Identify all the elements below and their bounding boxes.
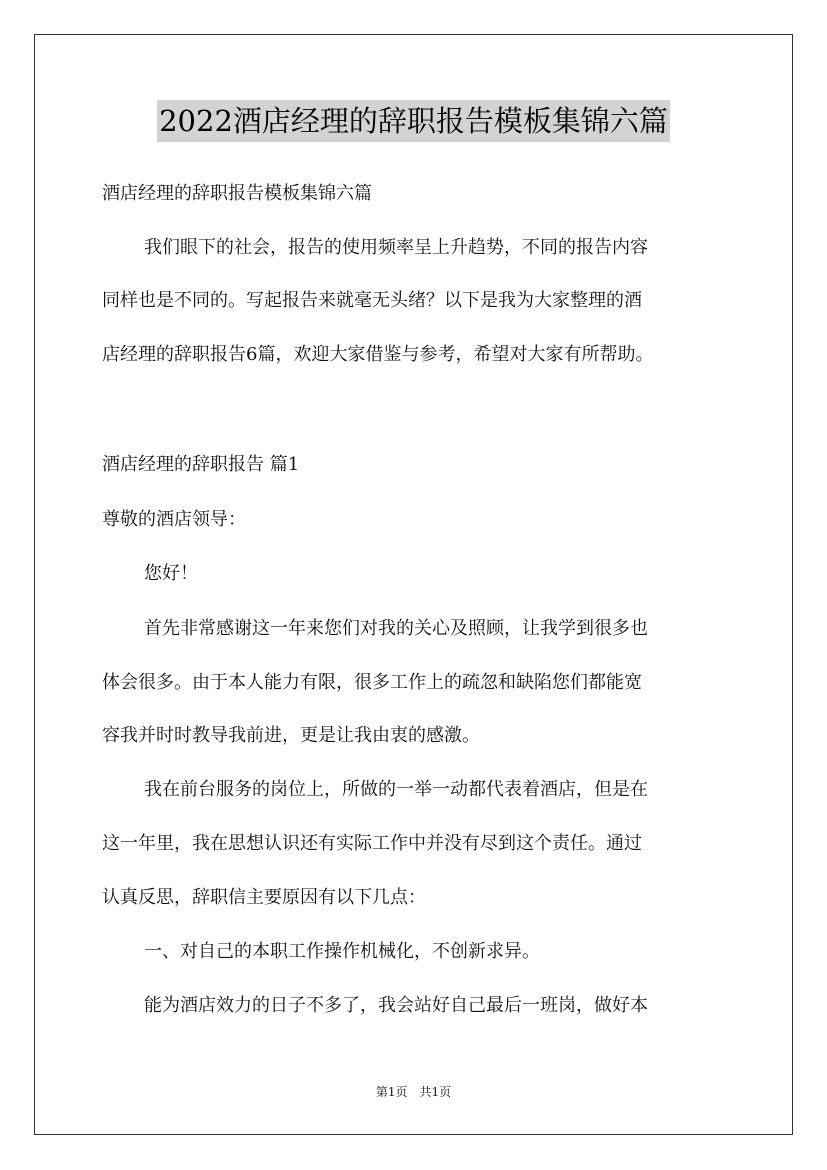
intro-line-1: 我们眼下的社会，报告的使用频率呈上升趋势，不同的报告内容: [144, 237, 648, 258]
salutation: 尊敬的酒店领导：: [102, 509, 246, 530]
paragraph-line: 我在前台服务的岗位上，所做的一举一动都代表着酒店，但是在: [144, 779, 648, 800]
paragraph-line: 容我并时时教导我前进，更是让我由衷的感激。: [102, 725, 480, 746]
section-heading: 酒店经理的辞职报告 篇1: [102, 454, 300, 475]
paragraph-line: 体会很多。由于本人能力有限，很多工作上的疏忽和缺陷您们都能宽: [102, 672, 642, 693]
paragraph-line: 首先非常感谢这一年来您们对我的关心及照顾，让我学到很多也: [144, 618, 648, 639]
document-title: 2022酒店经理的辞职报告模板集锦六篇: [157, 100, 670, 142]
paragraph-line: 这一年里，我在思想认识还有实际工作中并没有尽到这个责任。通过: [102, 833, 642, 854]
document-subtitle: 酒店经理的辞职报告模板集锦六篇: [102, 183, 372, 204]
intro-line-3: 店经理的辞职报告6篇，欢迎大家借鉴与参考，希望对大家有所帮助。: [102, 344, 654, 365]
paragraph-line: 能为酒店效力的日子不多了，我会站好自己最后一班岗，做好本: [144, 995, 648, 1016]
title-container: [0, 100, 827, 142]
page-footer: 第1页 共1页: [375, 1085, 452, 1099]
greeting: 您好！: [144, 563, 198, 584]
intro-line-2: 同样也是不同的。写起报告来就毫无头绪？以下是我为大家整理的酒: [102, 290, 642, 311]
point-1: 一、对自己的本职工作操作机械化，不创新求异。: [144, 941, 540, 962]
paragraph-line: 认真反思，辞职信主要原因有以下几点：: [102, 887, 426, 908]
